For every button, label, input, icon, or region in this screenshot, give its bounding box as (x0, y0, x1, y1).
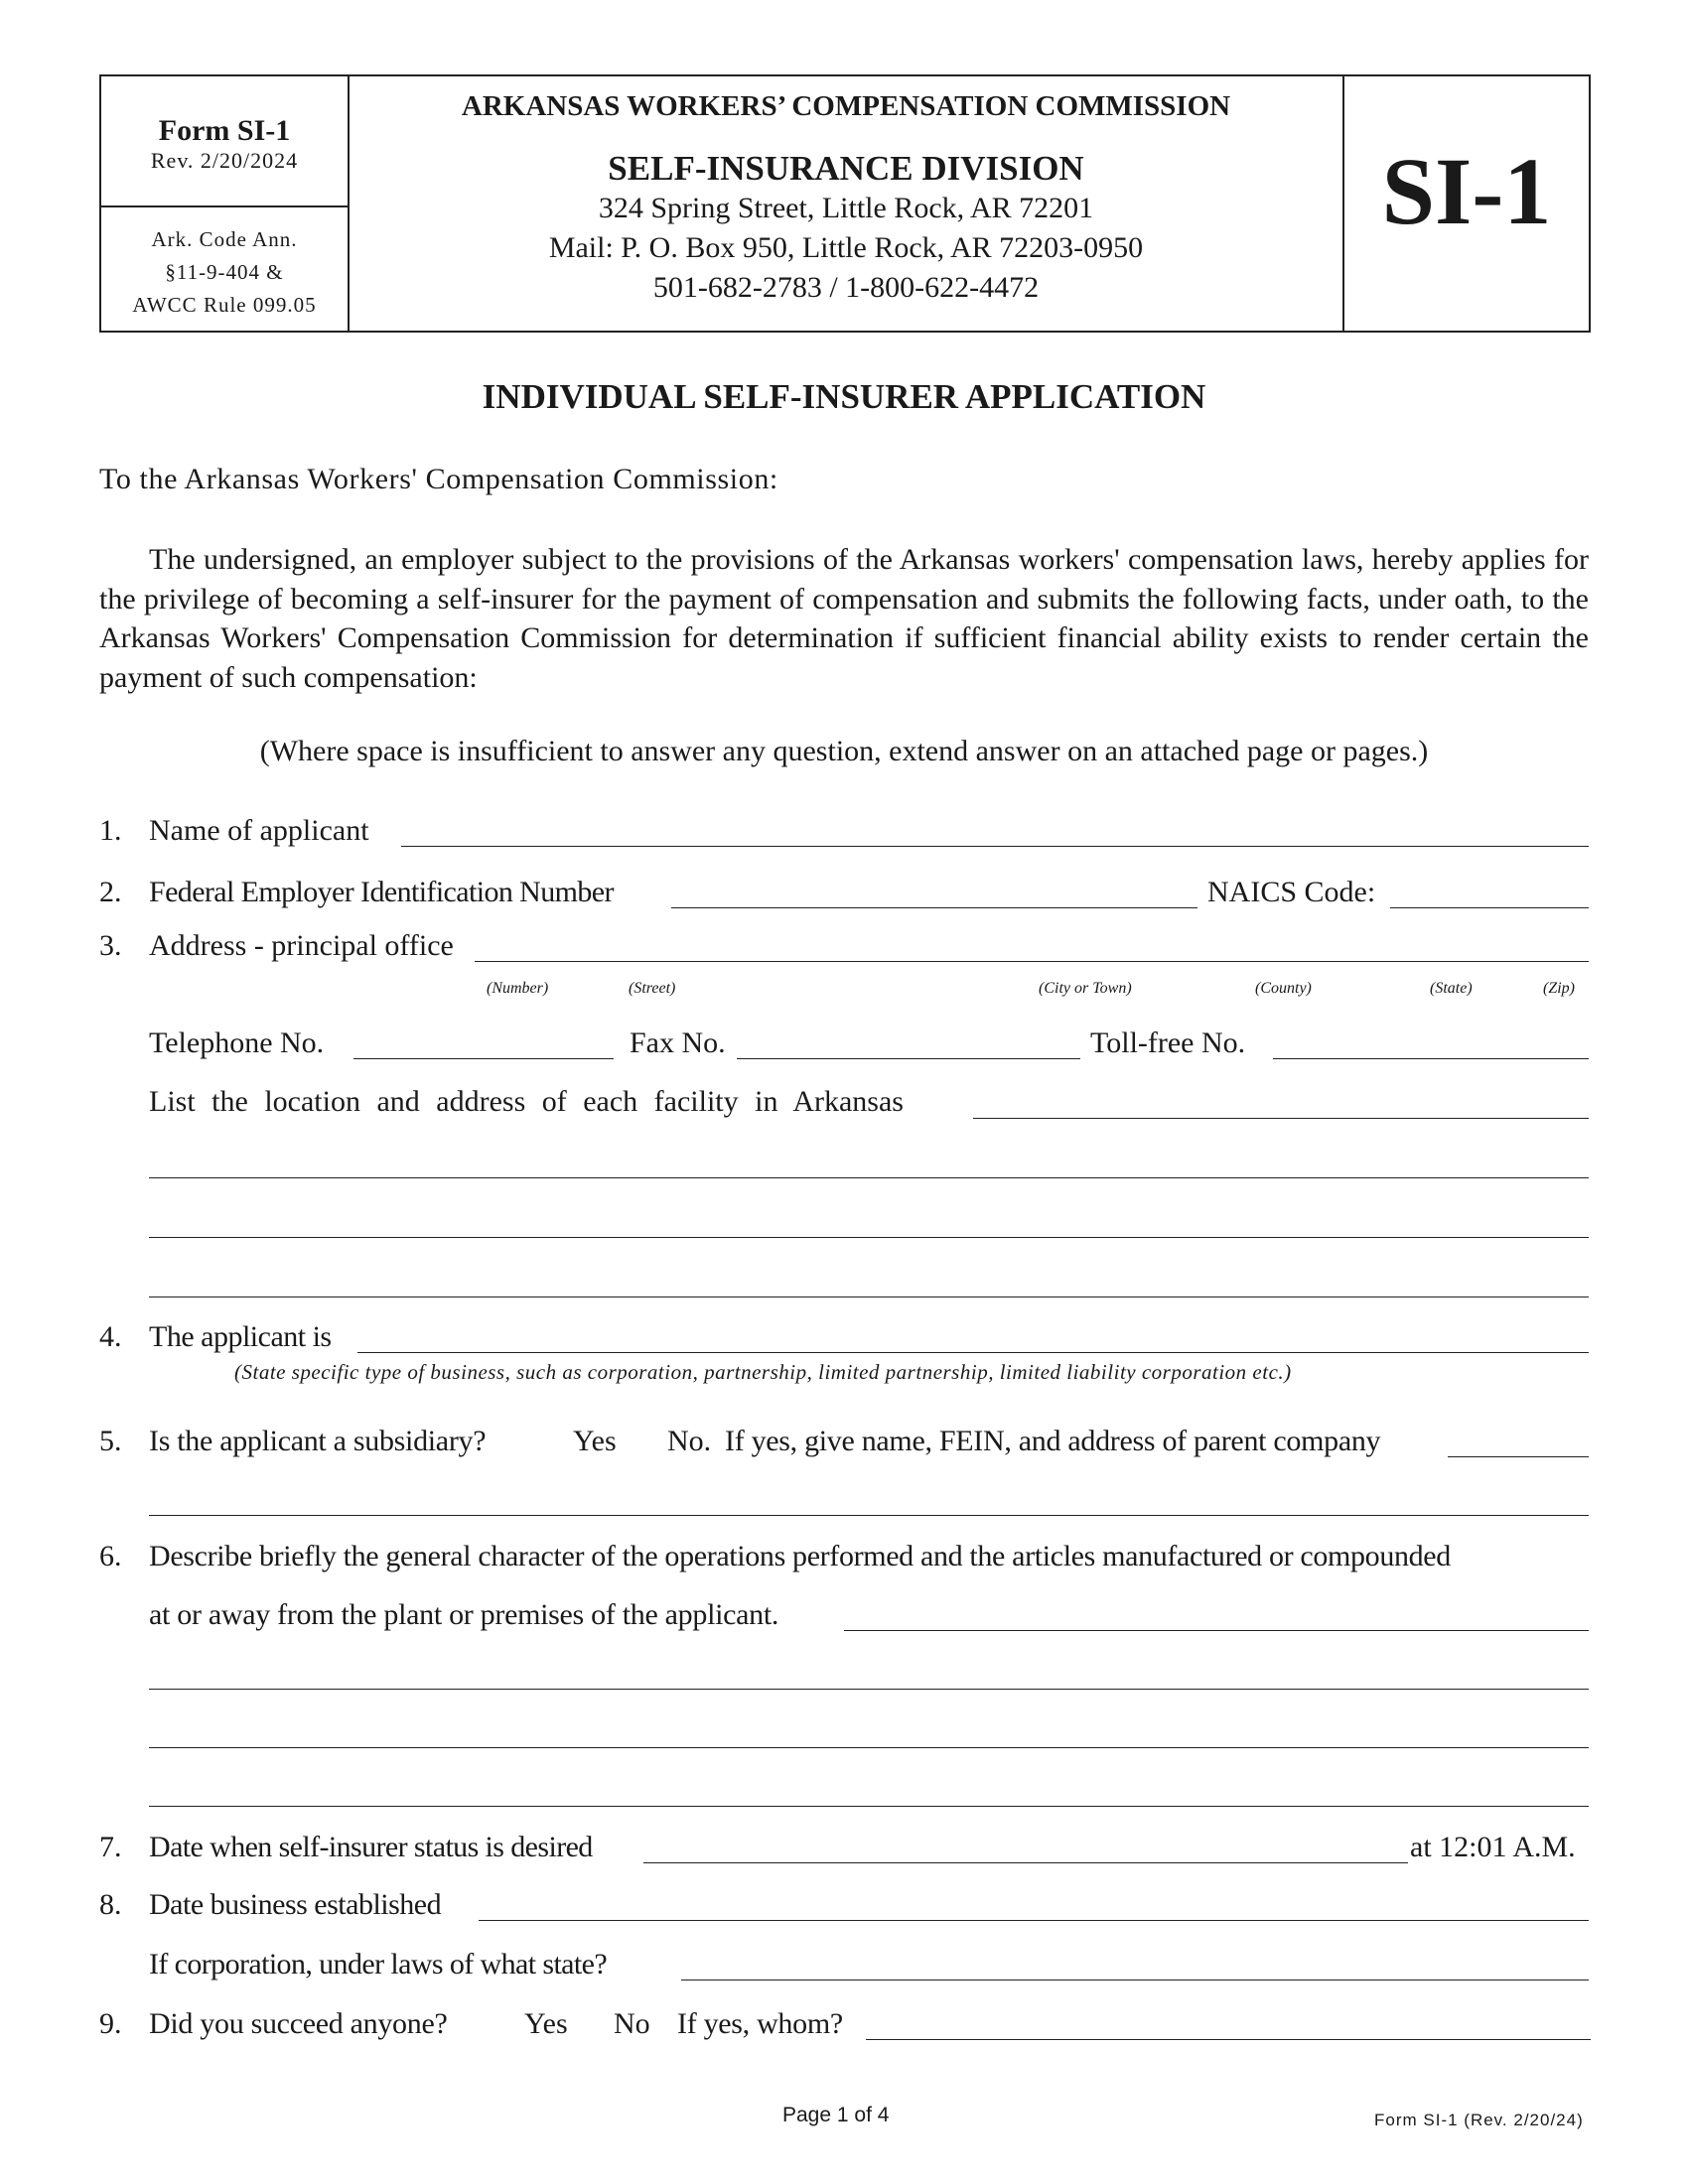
predecessor-field[interactable] (866, 2039, 1591, 2040)
q2-label: Federal Employer Identification Number (149, 876, 614, 908)
business-established-date-field[interactable] (479, 1920, 1589, 1921)
form-number: Form SI-1 (158, 114, 291, 147)
q9-number: 9. (99, 2007, 122, 2040)
q6-line-1: Describe briefly the general character of the operations performed and the articles manufactured or compounded (149, 1540, 1451, 1572)
intro-paragraph: The undersigned, an employer subject to the provisions of the Arkansas workers' compensation laws, hereby applies for the privilege of becoming a self-insurer for the payment of compensation and submits the following facts, under oath, to the Arkansas Workers' Compensation Commission for determination if sufficient financial ability exists to render certain the payment of such compensation: (99, 543, 1589, 694)
naics-label: NAICS Code: (1207, 876, 1376, 908)
succeed-yes-option[interactable]: Yes (524, 2007, 568, 2040)
instruction-note: (Where space is insufficient to answer any question, extend answer on an attached page or pages.) (259, 735, 1429, 767)
q8-label: Date business established (149, 1888, 442, 1921)
legal-citation: Ark. Code Ann. §11-9-404 & AWCC Rule 099.05 (132, 227, 317, 317)
form-code: SI-1 (1381, 138, 1552, 244)
q5-number: 5. (99, 1425, 122, 1457)
q3-label: Address - principal office (149, 929, 454, 962)
q5-followup: If yes, give name, FEIN, and address of parent company (725, 1425, 1381, 1457)
q6-line-2: at or away from the plant or premises of the applicant. (149, 1598, 779, 1631)
q9-followup: If yes, whom? (677, 2007, 843, 2040)
telephone-label: Telephone No. (149, 1026, 325, 1059)
q4-number: 4. (99, 1320, 122, 1353)
caption-street: (Street) (629, 980, 676, 997)
parent-company-field-line-2[interactable] (149, 1515, 1589, 1516)
incorporation-state-field[interactable] (681, 1979, 1589, 1980)
q3-number: 3. (99, 929, 122, 962)
fax-label: Fax No. (630, 1026, 726, 1059)
salutation: To the Arkansas Workers' Compensation Commission: (99, 463, 778, 495)
caption-city: (City or Town) (1039, 980, 1132, 997)
tollfree-label: Toll-free No. (1090, 1026, 1246, 1059)
caption-county: (County) (1255, 980, 1312, 997)
telephone-field[interactable] (353, 1058, 614, 1059)
self-insurer-date-field[interactable] (643, 1862, 1408, 1863)
footer-form-revision: Form SI-1 (Rev. 2/20/24) (1374, 2111, 1584, 2129)
page-number: Page 1 of 4 (782, 2104, 890, 2126)
naics-code-field[interactable] (1390, 907, 1589, 908)
q8-sublabel: If corporation, under laws of what state? (149, 1948, 608, 1980)
operations-field-line-3[interactable] (149, 1747, 1589, 1748)
street-address: 324 Spring Street, Little Rock, AR 72201 (598, 192, 1094, 224)
operations-field-line-4[interactable] (149, 1806, 1589, 1807)
fax-field[interactable] (737, 1058, 1080, 1059)
subsidiary-yes-option[interactable]: Yes (573, 1425, 617, 1457)
facility-field-line-2[interactable] (149, 1177, 1589, 1178)
header-box (99, 74, 1591, 333)
q2-number: 2. (99, 876, 122, 908)
q5-label: Is the applicant a subsidiary? (149, 1425, 487, 1457)
tollfree-field[interactable] (1273, 1058, 1589, 1059)
division-name: SELF-INSURANCE DIVISION (608, 149, 1084, 188)
fein-field[interactable] (671, 907, 1197, 908)
principal-office-address-field[interactable] (475, 961, 1589, 962)
caption-number: (Number) (487, 980, 549, 997)
succeed-no-option[interactable]: No (614, 2007, 650, 2040)
agency-name: ARKANSAS WORKERS’ COMPENSATION COMMISSION (461, 90, 1231, 122)
q9-label: Did you succeed anyone? (149, 2007, 448, 2040)
operations-field-line-1[interactable] (844, 1630, 1589, 1631)
caption-state: (State) (1430, 980, 1473, 997)
q1-number: 1. (99, 814, 122, 847)
subsidiary-no-option[interactable]: No. (667, 1425, 712, 1457)
q6-number: 6. (99, 1540, 122, 1572)
q8-number: 8. (99, 1888, 122, 1921)
q7-number: 7. (99, 1831, 122, 1863)
form-revision: Rev. 2/20/2024 (150, 148, 299, 173)
operations-field-line-2[interactable] (149, 1689, 1589, 1690)
facility-field-line-1[interactable] (973, 1118, 1589, 1119)
header-divider-horizontal (101, 205, 350, 207)
q4-label: The applicant is (149, 1320, 332, 1353)
applicant-name-field[interactable] (401, 846, 1589, 847)
q7-time-suffix: at 12:01 A.M. (1410, 1831, 1576, 1863)
mailing-address: Mail: P. O. Box 950, Little Rock, AR 72203-0950 (548, 231, 1144, 264)
q1-label: Name of applicant (149, 814, 369, 847)
q7-label: Date when self-insurer status is desired (149, 1831, 593, 1863)
phone-numbers: 501-682-2783 / 1-800-622-4472 (652, 271, 1040, 304)
caption-zip: (Zip) (1543, 980, 1575, 997)
page-title: INDIVIDUAL SELF-INSURER APPLICATION (482, 377, 1206, 416)
business-type-field[interactable] (357, 1352, 1589, 1353)
facility-field-line-3[interactable] (149, 1237, 1589, 1238)
parent-company-field-line-1[interactable] (1448, 1456, 1589, 1457)
facility-label: List the location and address of each facility in Arkansas (149, 1085, 904, 1118)
business-type-caption: (State specific type of business, such as corporation, partnership, limited partnership, limited liability corporation etc.) (234, 1360, 1292, 1384)
